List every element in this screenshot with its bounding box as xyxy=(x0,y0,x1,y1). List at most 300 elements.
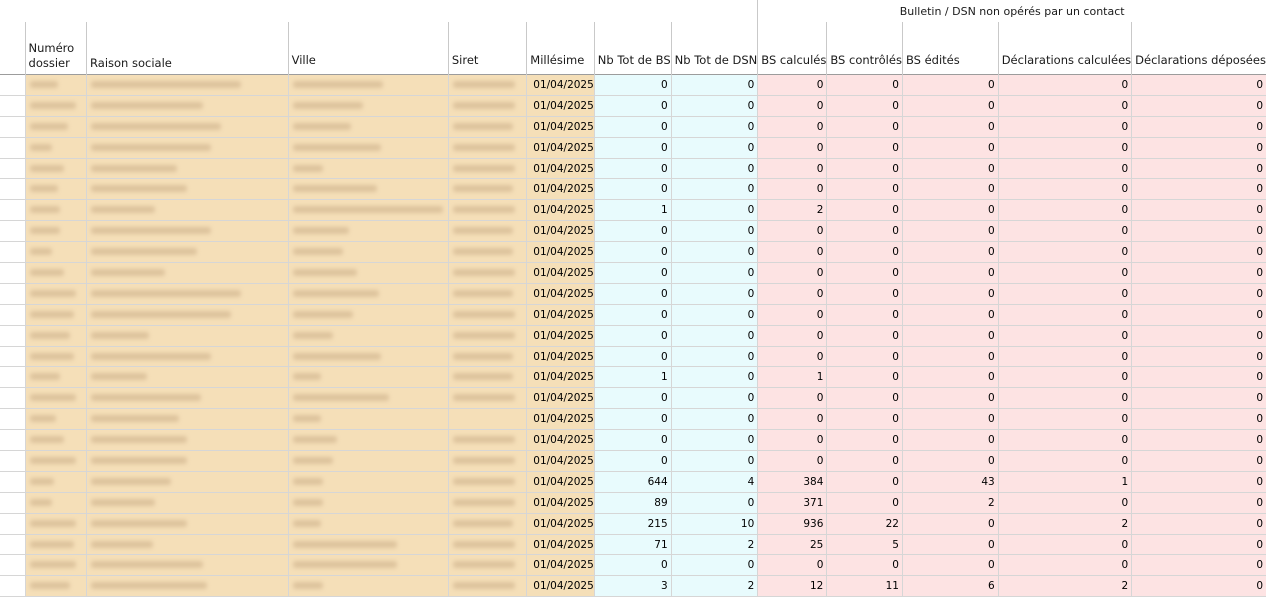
siret-cell[interactable] xyxy=(448,471,526,492)
row-selector[interactable] xyxy=(0,283,25,304)
ville-cell[interactable] xyxy=(288,430,448,451)
row-selector[interactable] xyxy=(0,263,25,284)
bs-edites-cell[interactable]: 0 xyxy=(902,95,998,116)
bs-edites-cell[interactable]: 0 xyxy=(902,325,998,346)
bs-controles-cell[interactable]: 0 xyxy=(827,95,903,116)
bs-calcules-cell[interactable]: 0 xyxy=(758,263,827,284)
bs-controles-cell[interactable]: 0 xyxy=(827,430,903,451)
table-row[interactable] xyxy=(0,430,1266,451)
numero-dossier-cell[interactable] xyxy=(25,221,87,242)
nb-tot-bs-cell[interactable]: 0 xyxy=(594,221,671,242)
ville-cell[interactable] xyxy=(288,346,448,367)
table-row[interactable] xyxy=(0,116,1266,137)
declarations-calculees-cell[interactable]: 0 xyxy=(998,75,1131,96)
raison-sociale-cell[interactable] xyxy=(87,325,289,346)
numero-dossier-cell[interactable] xyxy=(25,367,87,388)
nb-tot-bs-cell[interactable]: 0 xyxy=(594,325,671,346)
bs-controles-cell[interactable]: 0 xyxy=(827,137,903,158)
millesime-cell[interactable]: 01/04/2025 xyxy=(527,492,595,513)
millesime-cell[interactable]: 01/04/2025 xyxy=(527,75,595,96)
nb-tot-dsn-cell[interactable]: 0 xyxy=(671,179,758,200)
siret-cell[interactable] xyxy=(448,137,526,158)
numero-dossier-cell[interactable] xyxy=(25,430,87,451)
numero-dossier-cell[interactable] xyxy=(25,555,87,576)
table-row[interactable] xyxy=(0,367,1266,388)
row-selector[interactable] xyxy=(0,576,25,597)
nb-tot-dsn-cell[interactable]: 0 xyxy=(671,346,758,367)
table-row[interactable] xyxy=(0,346,1266,367)
declarations-deposees-cell[interactable]: 0 xyxy=(1132,200,1266,221)
nb-tot-dsn-cell[interactable]: 0 xyxy=(671,75,758,96)
millesime-cell[interactable]: 01/04/2025 xyxy=(527,283,595,304)
raison-sociale-cell[interactable] xyxy=(87,242,289,263)
numero-dossier-cell[interactable] xyxy=(25,325,87,346)
declarations-deposees-cell[interactable]: 0 xyxy=(1132,555,1266,576)
declarations-calculees-cell[interactable]: 0 xyxy=(998,534,1131,555)
raison-sociale-cell[interactable] xyxy=(87,576,289,597)
millesime-cell[interactable]: 01/04/2025 xyxy=(527,304,595,325)
raison-sociale-cell[interactable] xyxy=(87,158,289,179)
bs-edites-cell[interactable]: 0 xyxy=(902,513,998,534)
nb-tot-bs-cell[interactable]: 0 xyxy=(594,242,671,263)
bs-edites-cell[interactable]: 0 xyxy=(902,75,998,96)
millesime-cell[interactable]: 01/04/2025 xyxy=(527,179,595,200)
bs-calcules-cell[interactable]: 0 xyxy=(758,75,827,96)
bs-controles-cell[interactable]: 0 xyxy=(827,200,903,221)
numero-dossier-cell[interactable] xyxy=(25,158,87,179)
raison-sociale-cell[interactable] xyxy=(87,471,289,492)
declarations-deposees-cell[interactable]: 0 xyxy=(1132,242,1266,263)
declarations-calculees-cell[interactable]: 0 xyxy=(998,409,1131,430)
numero-dossier-cell[interactable] xyxy=(25,576,87,597)
siret-cell[interactable] xyxy=(448,263,526,284)
numero-dossier-cell[interactable] xyxy=(25,346,87,367)
siret-cell[interactable] xyxy=(448,116,526,137)
ville-cell[interactable] xyxy=(288,242,448,263)
millesime-cell[interactable]: 01/04/2025 xyxy=(527,263,595,284)
ville-cell[interactable] xyxy=(288,513,448,534)
bs-calcules-cell[interactable]: 0 xyxy=(758,555,827,576)
declarations-calculees-cell[interactable]: 2 xyxy=(998,576,1131,597)
nb-tot-bs-cell[interactable]: 0 xyxy=(594,555,671,576)
declarations-deposees-cell[interactable]: 0 xyxy=(1132,263,1266,284)
declarations-deposees-cell[interactable]: 0 xyxy=(1132,283,1266,304)
row-selector[interactable] xyxy=(0,95,25,116)
ville-cell[interactable] xyxy=(288,137,448,158)
row-selector[interactable] xyxy=(0,471,25,492)
ville-cell[interactable] xyxy=(288,451,448,472)
bs-calcules-cell[interactable]: 0 xyxy=(758,409,827,430)
nb-tot-bs-cell[interactable]: 215 xyxy=(594,513,671,534)
table-row[interactable] xyxy=(0,179,1266,200)
nb-tot-dsn-cell[interactable]: 0 xyxy=(671,158,758,179)
bs-edites-cell[interactable]: 0 xyxy=(902,263,998,284)
siret-cell[interactable] xyxy=(448,430,526,451)
ville-cell[interactable] xyxy=(288,75,448,96)
column-header-bs-edites[interactable]: BS édités xyxy=(902,22,998,75)
numero-dossier-cell[interactable] xyxy=(25,200,87,221)
declarations-calculees-cell[interactable]: 0 xyxy=(998,200,1131,221)
declarations-calculees-cell[interactable]: 0 xyxy=(998,451,1131,472)
ville-cell[interactable] xyxy=(288,325,448,346)
nb-tot-bs-cell[interactable]: 0 xyxy=(594,179,671,200)
nb-tot-dsn-cell[interactable]: 0 xyxy=(671,263,758,284)
table-row[interactable] xyxy=(0,242,1266,263)
ville-cell[interactable] xyxy=(288,200,448,221)
bs-calcules-cell[interactable]: 0 xyxy=(758,116,827,137)
nb-tot-bs-cell[interactable]: 1 xyxy=(594,200,671,221)
column-header-declarations-deposees[interactable]: Déclarations déposées xyxy=(1132,22,1266,75)
declarations-deposees-cell[interactable]: 0 xyxy=(1132,346,1266,367)
declarations-calculees-cell[interactable]: 0 xyxy=(998,95,1131,116)
bs-controles-cell[interactable]: 0 xyxy=(827,304,903,325)
row-selector[interactable] xyxy=(0,451,25,472)
siret-cell[interactable] xyxy=(448,221,526,242)
raison-sociale-cell[interactable] xyxy=(87,200,289,221)
numero-dossier-cell[interactable] xyxy=(25,283,87,304)
declarations-deposees-cell[interactable]: 0 xyxy=(1132,409,1266,430)
row-selector[interactable] xyxy=(0,221,25,242)
nb-tot-bs-cell[interactable]: 644 xyxy=(594,471,671,492)
bs-edites-cell[interactable]: 0 xyxy=(902,409,998,430)
table-row[interactable] xyxy=(0,95,1266,116)
row-selector[interactable] xyxy=(0,555,25,576)
millesime-cell[interactable]: 01/04/2025 xyxy=(527,95,595,116)
declarations-deposees-cell[interactable]: 0 xyxy=(1132,116,1266,137)
nb-tot-dsn-cell[interactable]: 0 xyxy=(671,200,758,221)
bs-calcules-cell[interactable]: 0 xyxy=(758,388,827,409)
raison-sociale-cell[interactable] xyxy=(87,221,289,242)
row-selector[interactable] xyxy=(0,75,25,96)
column-header-declarations-calculees[interactable]: Déclarations calculées xyxy=(998,22,1131,75)
numero-dossier-cell[interactable] xyxy=(25,471,87,492)
bs-calcules-cell[interactable]: 0 xyxy=(758,221,827,242)
bs-controles-cell[interactable]: 0 xyxy=(827,283,903,304)
table-row[interactable] xyxy=(0,200,1266,221)
bs-controles-cell[interactable]: 0 xyxy=(827,179,903,200)
siret-cell[interactable] xyxy=(448,576,526,597)
millesime-cell[interactable]: 01/04/2025 xyxy=(527,242,595,263)
nb-tot-bs-cell[interactable]: 0 xyxy=(594,283,671,304)
bs-edites-cell[interactable]: 0 xyxy=(902,158,998,179)
nb-tot-bs-cell[interactable]: 0 xyxy=(594,304,671,325)
millesime-cell[interactable]: 01/04/2025 xyxy=(527,409,595,430)
nb-tot-dsn-cell[interactable]: 0 xyxy=(671,325,758,346)
numero-dossier-cell[interactable] xyxy=(25,137,87,158)
bs-calcules-cell[interactable]: 0 xyxy=(758,346,827,367)
row-selector[interactable] xyxy=(0,492,25,513)
bs-edites-cell[interactable]: 0 xyxy=(902,451,998,472)
bs-calcules-cell[interactable]: 0 xyxy=(758,158,827,179)
raison-sociale-cell[interactable] xyxy=(87,388,289,409)
declarations-deposees-cell[interactable]: 0 xyxy=(1132,430,1266,451)
table-row[interactable] xyxy=(0,283,1266,304)
siret-cell[interactable] xyxy=(448,534,526,555)
column-header-bs-calcules[interactable]: BS calculés xyxy=(758,22,827,75)
bs-edites-cell[interactable]: 43 xyxy=(902,471,998,492)
numero-dossier-cell[interactable] xyxy=(25,116,87,137)
ville-cell[interactable] xyxy=(288,367,448,388)
bs-controles-cell[interactable]: 5 xyxy=(827,534,903,555)
nb-tot-dsn-cell[interactable]: 2 xyxy=(671,576,758,597)
bs-edites-cell[interactable]: 2 xyxy=(902,492,998,513)
table-row[interactable] xyxy=(0,492,1266,513)
declarations-calculees-cell[interactable]: 0 xyxy=(998,492,1131,513)
declarations-calculees-cell[interactable]: 0 xyxy=(998,158,1131,179)
bs-calcules-cell[interactable]: 25 xyxy=(758,534,827,555)
siret-cell[interactable] xyxy=(448,409,526,430)
ville-cell[interactable] xyxy=(288,283,448,304)
raison-sociale-cell[interactable] xyxy=(87,95,289,116)
siret-cell[interactable] xyxy=(448,492,526,513)
bs-calcules-cell[interactable]: 371 xyxy=(758,492,827,513)
declarations-deposees-cell[interactable]: 0 xyxy=(1132,179,1266,200)
millesime-cell[interactable]: 01/04/2025 xyxy=(527,200,595,221)
nb-tot-dsn-cell[interactable]: 0 xyxy=(671,221,758,242)
raison-sociale-cell[interactable] xyxy=(87,346,289,367)
declarations-deposees-cell[interactable]: 0 xyxy=(1132,137,1266,158)
declarations-calculees-cell[interactable]: 0 xyxy=(998,367,1131,388)
row-selector[interactable] xyxy=(0,430,25,451)
nb-tot-dsn-cell[interactable]: 0 xyxy=(671,451,758,472)
nb-tot-dsn-cell[interactable]: 0 xyxy=(671,304,758,325)
declarations-deposees-cell[interactable]: 0 xyxy=(1132,158,1266,179)
declarations-deposees-cell[interactable]: 0 xyxy=(1132,451,1266,472)
ville-cell[interactable] xyxy=(288,179,448,200)
table-row[interactable] xyxy=(0,137,1266,158)
nb-tot-dsn-cell[interactable]: 0 xyxy=(671,116,758,137)
raison-sociale-cell[interactable] xyxy=(87,451,289,472)
declarations-deposees-cell[interactable]: 0 xyxy=(1132,325,1266,346)
declarations-calculees-cell[interactable]: 0 xyxy=(998,304,1131,325)
declarations-deposees-cell[interactable]: 0 xyxy=(1132,513,1266,534)
table-row[interactable] xyxy=(0,221,1266,242)
nb-tot-bs-cell[interactable]: 0 xyxy=(594,137,671,158)
siret-cell[interactable] xyxy=(448,325,526,346)
table-row[interactable] xyxy=(0,409,1266,430)
declarations-deposees-cell[interactable]: 0 xyxy=(1132,95,1266,116)
numero-dossier-cell[interactable] xyxy=(25,242,87,263)
raison-sociale-cell[interactable] xyxy=(87,263,289,284)
declarations-deposees-cell[interactable]: 0 xyxy=(1132,534,1266,555)
nb-tot-dsn-cell[interactable]: 0 xyxy=(671,95,758,116)
ville-cell[interactable] xyxy=(288,116,448,137)
numero-dossier-cell[interactable] xyxy=(25,534,87,555)
bs-edites-cell[interactable]: 0 xyxy=(902,221,998,242)
bs-edites-cell[interactable]: 0 xyxy=(902,179,998,200)
declarations-calculees-cell[interactable]: 0 xyxy=(998,430,1131,451)
numero-dossier-cell[interactable] xyxy=(25,95,87,116)
ville-cell[interactable] xyxy=(288,534,448,555)
nb-tot-dsn-cell[interactable]: 4 xyxy=(671,471,758,492)
table-row[interactable] xyxy=(0,75,1266,96)
numero-dossier-cell[interactable] xyxy=(25,409,87,430)
bs-edites-cell[interactable]: 0 xyxy=(902,116,998,137)
row-selector[interactable] xyxy=(0,200,25,221)
table-row[interactable] xyxy=(0,325,1266,346)
table-row[interactable] xyxy=(0,513,1266,534)
declarations-calculees-cell[interactable]: 1 xyxy=(998,471,1131,492)
bs-controles-cell[interactable]: 0 xyxy=(827,492,903,513)
nb-tot-dsn-cell[interactable]: 0 xyxy=(671,555,758,576)
column-header-raison-sociale[interactable]: Raison sociale xyxy=(87,22,289,75)
millesime-cell[interactable]: 01/04/2025 xyxy=(527,513,595,534)
bs-controles-cell[interactable]: 0 xyxy=(827,451,903,472)
declarations-calculees-cell[interactable]: 0 xyxy=(998,346,1131,367)
bs-calcules-cell[interactable]: 0 xyxy=(758,430,827,451)
bs-edites-cell[interactable]: 0 xyxy=(902,304,998,325)
siret-cell[interactable] xyxy=(448,283,526,304)
nb-tot-dsn-cell[interactable]: 0 xyxy=(671,283,758,304)
row-selector[interactable] xyxy=(0,388,25,409)
siret-cell[interactable] xyxy=(448,388,526,409)
declarations-calculees-cell[interactable]: 0 xyxy=(998,116,1131,137)
row-selector[interactable] xyxy=(0,242,25,263)
row-selector[interactable] xyxy=(0,304,25,325)
bs-controles-cell[interactable]: 0 xyxy=(827,242,903,263)
bs-calcules-cell[interactable]: 0 xyxy=(758,242,827,263)
siret-cell[interactable] xyxy=(448,555,526,576)
bs-calcules-cell[interactable]: 0 xyxy=(758,137,827,158)
nb-tot-bs-cell[interactable]: 0 xyxy=(594,430,671,451)
bs-controles-cell[interactable]: 11 xyxy=(827,576,903,597)
nb-tot-bs-cell[interactable]: 0 xyxy=(594,346,671,367)
table-row[interactable] xyxy=(0,576,1266,597)
bs-edites-cell[interactable]: 0 xyxy=(902,137,998,158)
declarations-calculees-cell[interactable]: 0 xyxy=(998,283,1131,304)
nb-tot-bs-cell[interactable]: 0 xyxy=(594,116,671,137)
siret-cell[interactable] xyxy=(448,242,526,263)
bs-calcules-cell[interactable]: 12 xyxy=(758,576,827,597)
bs-calcules-cell[interactable]: 2 xyxy=(758,200,827,221)
row-selector[interactable] xyxy=(0,346,25,367)
declarations-calculees-cell[interactable]: 0 xyxy=(998,137,1131,158)
millesime-cell[interactable]: 01/04/2025 xyxy=(527,137,595,158)
ville-cell[interactable] xyxy=(288,95,448,116)
raison-sociale-cell[interactable] xyxy=(87,492,289,513)
table-row[interactable] xyxy=(0,158,1266,179)
bs-edites-cell[interactable]: 0 xyxy=(902,200,998,221)
bs-calcules-cell[interactable]: 0 xyxy=(758,451,827,472)
declarations-deposees-cell[interactable]: 0 xyxy=(1132,576,1266,597)
declarations-deposees-cell[interactable]: 0 xyxy=(1132,221,1266,242)
declarations-deposees-cell[interactable]: 0 xyxy=(1132,75,1266,96)
column-header-nb-tot-bs[interactable]: Nb Tot de BS xyxy=(594,22,671,75)
raison-sociale-cell[interactable] xyxy=(87,137,289,158)
nb-tot-bs-cell[interactable]: 89 xyxy=(594,492,671,513)
row-selector[interactable] xyxy=(0,137,25,158)
ville-cell[interactable] xyxy=(288,576,448,597)
bs-edites-cell[interactable]: 0 xyxy=(902,242,998,263)
raison-sociale-cell[interactable] xyxy=(87,283,289,304)
millesime-cell[interactable]: 01/04/2025 xyxy=(527,576,595,597)
declarations-calculees-cell[interactable]: 0 xyxy=(998,221,1131,242)
declarations-calculees-cell[interactable]: 0 xyxy=(998,325,1131,346)
millesime-cell[interactable]: 01/04/2025 xyxy=(527,221,595,242)
table-row[interactable] xyxy=(0,388,1266,409)
numero-dossier-cell[interactable] xyxy=(25,179,87,200)
nb-tot-bs-cell[interactable]: 0 xyxy=(594,451,671,472)
ville-cell[interactable] xyxy=(288,304,448,325)
bs-edites-cell[interactable]: 0 xyxy=(902,388,998,409)
millesime-cell[interactable]: 01/04/2025 xyxy=(527,158,595,179)
numero-dossier-cell[interactable] xyxy=(25,304,87,325)
column-header-numero-dossier[interactable] xyxy=(25,22,87,75)
numero-dossier-cell[interactable] xyxy=(25,492,87,513)
ville-cell[interactable] xyxy=(288,471,448,492)
millesime-cell[interactable]: 01/04/2025 xyxy=(527,430,595,451)
siret-cell[interactable] xyxy=(448,200,526,221)
bs-calcules-cell[interactable]: 936 xyxy=(758,513,827,534)
bs-controles-cell[interactable]: 22 xyxy=(827,513,903,534)
siret-cell[interactable] xyxy=(448,513,526,534)
numero-dossier-cell[interactable] xyxy=(25,513,87,534)
bs-calcules-cell[interactable]: 0 xyxy=(758,325,827,346)
declarations-deposees-cell[interactable]: 0 xyxy=(1132,471,1266,492)
bs-calcules-cell[interactable]: 384 xyxy=(758,471,827,492)
column-header-nb-tot-dsn[interactable]: Nb Tot de DSN xyxy=(671,22,758,75)
bs-calcules-cell[interactable]: 0 xyxy=(758,179,827,200)
row-selector[interactable] xyxy=(0,409,25,430)
bs-controles-cell[interactable]: 0 xyxy=(827,388,903,409)
nb-tot-dsn-cell[interactable]: 0 xyxy=(671,492,758,513)
raison-sociale-cell[interactable] xyxy=(87,513,289,534)
siret-cell[interactable] xyxy=(448,95,526,116)
row-selector[interactable] xyxy=(0,367,25,388)
ville-cell[interactable] xyxy=(288,221,448,242)
millesime-cell[interactable]: 01/04/2025 xyxy=(527,325,595,346)
row-selector[interactable] xyxy=(0,158,25,179)
nb-tot-bs-cell[interactable]: 0 xyxy=(594,158,671,179)
nb-tot-bs-cell[interactable]: 71 xyxy=(594,534,671,555)
bs-controles-cell[interactable]: 0 xyxy=(827,367,903,388)
table-row[interactable] xyxy=(0,263,1266,284)
bs-edites-cell[interactable]: 0 xyxy=(902,367,998,388)
bs-controles-cell[interactable]: 0 xyxy=(827,409,903,430)
column-header-millesime[interactable]: Millésime xyxy=(527,22,595,75)
declarations-calculees-cell[interactable]: 0 xyxy=(998,179,1131,200)
table-row[interactable] xyxy=(0,555,1266,576)
nb-tot-dsn-cell[interactable]: 10 xyxy=(671,513,758,534)
table-row[interactable] xyxy=(0,451,1266,472)
row-selector[interactable] xyxy=(0,534,25,555)
raison-sociale-cell[interactable] xyxy=(87,430,289,451)
bs-controles-cell[interactable]: 0 xyxy=(827,116,903,137)
bs-controles-cell[interactable]: 0 xyxy=(827,555,903,576)
bs-edites-cell[interactable]: 0 xyxy=(902,555,998,576)
column-header-siret[interactable]: Siret xyxy=(448,22,526,75)
bs-controles-cell[interactable]: 0 xyxy=(827,346,903,367)
siret-cell[interactable] xyxy=(448,367,526,388)
ville-cell[interactable] xyxy=(288,409,448,430)
bs-controles-cell[interactable]: 0 xyxy=(827,158,903,179)
bs-controles-cell[interactable]: 0 xyxy=(827,471,903,492)
ville-cell[interactable] xyxy=(288,492,448,513)
declarations-calculees-cell[interactable]: 0 xyxy=(998,555,1131,576)
column-header-ville[interactable]: Ville xyxy=(288,22,448,75)
declarations-deposees-cell[interactable]: 0 xyxy=(1132,304,1266,325)
millesime-cell[interactable]: 01/04/2025 xyxy=(527,555,595,576)
bs-controles-cell[interactable]: 0 xyxy=(827,325,903,346)
declarations-deposees-cell[interactable]: 0 xyxy=(1132,388,1266,409)
declarations-calculees-cell[interactable]: 2 xyxy=(998,513,1131,534)
raison-sociale-cell[interactable] xyxy=(87,75,289,96)
millesime-cell[interactable]: 01/04/2025 xyxy=(527,367,595,388)
numero-dossier-cell[interactable] xyxy=(25,75,87,96)
nb-tot-bs-cell[interactable]: 0 xyxy=(594,409,671,430)
ville-cell[interactable] xyxy=(288,388,448,409)
millesime-cell[interactable]: 01/04/2025 xyxy=(527,471,595,492)
